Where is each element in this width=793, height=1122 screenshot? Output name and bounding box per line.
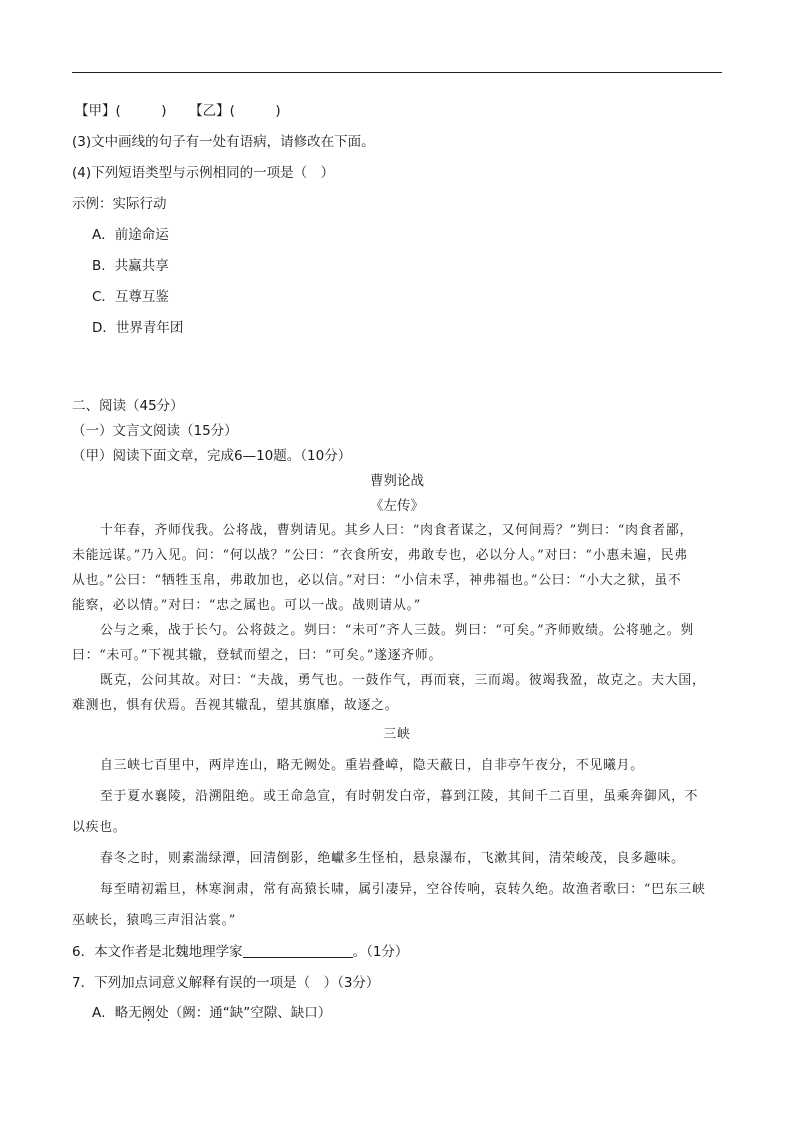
caogui-line: 难测也，惧有伏焉。吾视其辙乱，望其旗靡，故逐之。 [72,698,399,713]
caogui-title: 曹刿论战 [370,473,424,489]
caogui-line: 从也。”公曰：“牺牲玉帛，弗敢加也，必以信。”对曰：“小信未孚，神弗福也。”公曰：“小大之狱，虽不 [72,573,682,588]
header-rule [72,72,722,73]
caogui-line: 未能远谋。”乃入见。问：“何以战？”公曰：“衣食所安，弗敢专也，必以分人。”对曰：“小惠未遍，民弗 [72,548,688,563]
yi-label: 【乙】 [189,103,230,119]
section-sub2: （甲）阅读下面文章，完成6—10题。（10分） [72,448,352,464]
q6-suffix: 。（1分） [352,944,409,960]
example-text: 示例：实际行动 [72,196,167,212]
sanxia-line: 巫峡长，猿鸣三声泪沾裳。” [72,913,237,928]
yi-paren: ( ) [229,103,281,119]
q7a-suffix: 处（阙：通“缺”空隙、缺口） [155,1005,332,1021]
option-c: C．互尊互鉴 [92,289,169,305]
q7a-prefix: A．略无 [92,1005,142,1021]
sanxia-line: 春冬之时，则素湍绿潭，回清倒影，绝巘多生怪柏，悬泉瀑布，飞漱其间，清荣峻茂，良多趣味。 [100,851,685,866]
caogui-line: 曰：“未可。”下视其辙，登轼而望之，曰：“可矣。”遂逐齐师。 [72,648,443,663]
sanxia-line: 每至晴初霜旦，林寒涧肃，常有高猿长啸，属引凄异，空谷传响，哀转久绝。故渔者歌曰：“巴东三峡 [100,882,706,897]
q6-text [72,943,408,961]
caogui-line: 既克，公问其故。对曰：“夫战，勇气也。一鼓作气，再而衰，三而竭。彼竭我盈，故克之。夫大国， [100,673,706,688]
q3-text: (3)文中画线的句子有一处有语病，请修改在下面。 [72,134,375,150]
q6-prefix: 6．本文作者是北魏地理学家 [72,944,243,960]
caogui-line: 十年春，齐师伐我。公将战，曹刿请见。其乡人曰：“肉食者谋之，又何间焉？”刿曰：“肉食者鄙， [100,523,694,538]
q6-answer-blank[interactable] [243,943,353,958]
caogui-source: 《左传》 [370,498,424,514]
sanxia-line: 自三峡七百里中，两岸连山，略无阙处。重岩叠嶂，隐天蔽日，自非亭午夜分，不见曦月。 [100,758,644,773]
q-top-answers [75,102,281,120]
q7a-dotted-char: 阙 [141,1005,156,1021]
option-a: A．前途命运 [92,227,169,243]
q7-text: 7．下列加点词意义解释有误的一项是（ ）（3分） [72,975,380,991]
sanxia-line: 以疾也。 [72,820,127,835]
q4-text: (4)下列短语类型与示例相同的一项是（ ） [72,165,335,181]
jia-label: 【甲】 [75,103,116,119]
section-sub1: （一）文言文阅读（15分） [72,423,238,439]
q7-option-a [92,1004,331,1022]
caogui-line: 能察，必以情。”对曰：“忠之属也。可以一战。战则请从。” [72,598,422,613]
sanxia-line: 至于夏水襄陵，沿溯阻绝。或王命急宣，有时朝发白帝，暮到江陵，其间千二百里，虽乘奔御风，不 [100,789,699,804]
caogui-line: 公与之乘，战于长勺。公将鼓之。刿曰：“未可”齐人三鼓。刿曰：“可矣。”齐师败绩。公将驰之。刿 [100,623,695,638]
option-d: D．世界青年团 [92,320,184,336]
option-b: B．共赢共享 [92,258,169,274]
sanxia-title: 三峡 [383,727,411,742]
jia-paren: ( ) [115,103,167,119]
section-title: 二、阅读（45分） [72,398,184,414]
